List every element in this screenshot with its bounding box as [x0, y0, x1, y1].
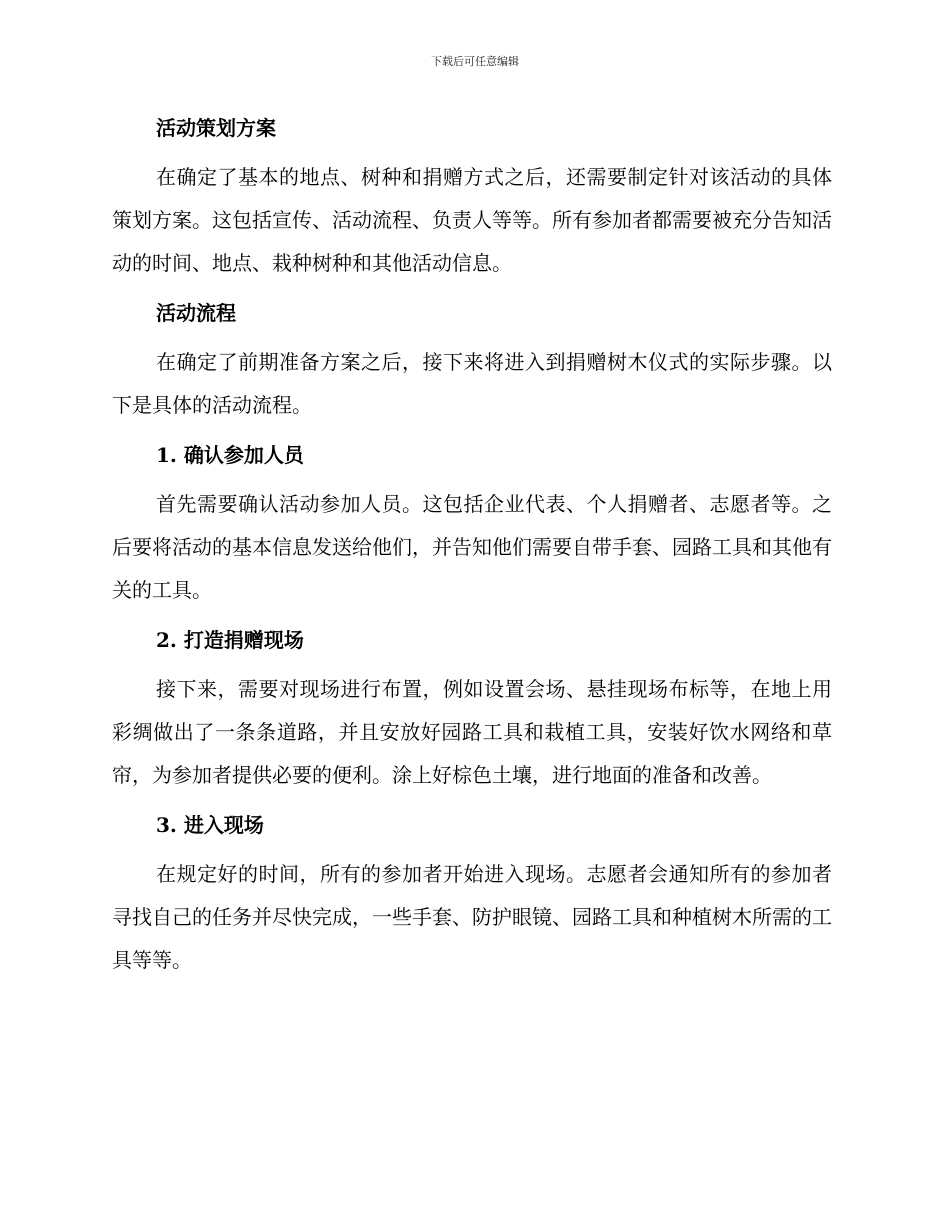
section-paragraph-confirm-participants: 首先需要确认活动参加人员。这包括企业代表、个人捐赠者、志愿者等。之后要将活动的基本信息发送给他们，并告知他们需要自带手套、园路工具和其他有关的工具。 [112, 492, 832, 602]
section-paragraph-process: 在确定了前期准备方案之后，接下来将进入到捐赠树木仪式的实际步骤。以下是具体的活动流程。 [112, 350, 832, 417]
section-paragraph-enter-site: 在规定好的时间，所有的参加者开始进入现场。志愿者会通知所有的参加者寻找自己的任务并尽快完成，一些手套、防护眼镜、园路工具和种植树木所需的工具等等。 [112, 862, 832, 972]
section-paragraph-build-site: 接下来，需要对现场进行布置，例如设置会场、悬挂现场布标等，在地上用彩绸做出了一条条道路，并且安放好园路工具和栽植工具，安装好饮水网络和草帘，为参加者提供必要的便利。涂上好棕色土壤，进行地面的准备和改善。 [112, 677, 832, 787]
section-paragraph-plan: 在确定了基本的地点、树种和捐赠方式之后，还需要制定针对该活动的具体策划方案。这包括宣传、活动流程、负责人等等。所有参加者都需要被充分告知活动的时间、地点、栽种树种和其他活动信息。 [112, 165, 832, 275]
section-heading-confirm-participants: 1. 确认参加人员 [156, 443, 304, 467]
header-note: 下载后可任意编辑 [431, 55, 519, 68]
section-heading-build-site: 2. 打造捐赠现场 [156, 628, 304, 652]
section-heading-plan: 活动策划方案 [156, 116, 276, 140]
section-heading-enter-site: 3. 进入现场 [156, 813, 264, 837]
section-heading-process: 活动流程 [156, 301, 236, 325]
document-body [112, 108, 832, 982]
